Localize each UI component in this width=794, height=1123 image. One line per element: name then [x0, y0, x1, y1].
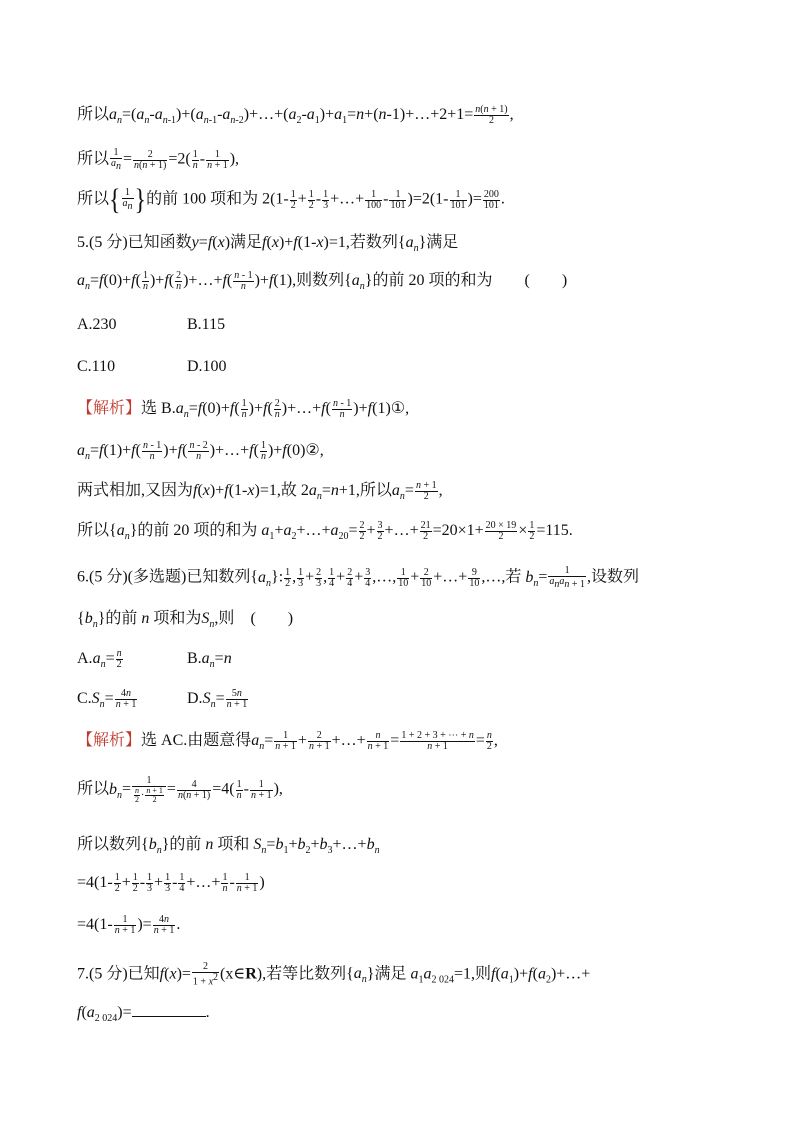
analysis-tag: 【解析】 [77, 732, 142, 749]
fraction: $\frac{2}{n(n + 1)}$ [134, 148, 167, 171]
fraction: $\frac{1}{n}$ [192, 148, 198, 171]
q6-option-a: $A.a_n=$ $\frac{n}{2}$ [77, 647, 122, 671]
q5-option-a: A.230 [77, 316, 117, 333]
fraction: $\frac{n(n + 1)}{2}$ [475, 103, 508, 126]
fraction: $\frac{1}{a_n}$ [122, 187, 133, 212]
p4-line-2: 所以 $\frac{1}{a_n}$ = $\frac{2}{n(n + 1)}$ =2( $\frac{1}{n}$ - $\frac{1}{n + 1}$ ), [77, 147, 240, 172]
answer-blank[interactable] [132, 1002, 206, 1017]
analysis-tag: 【解析】 [77, 400, 142, 417]
q6-stem-line-2: $\{b_n\}$的前 n 项和为$S_n$,则 ( ) [77, 610, 294, 631]
q6-option-c: $C.S_n=$ $\frac{4n}{n + 1}$ [77, 687, 137, 711]
q6-analysis-line-5: =4(1- $\frac{1}{n + 1}$ )= $\frac{4n}{n + 1}$ . [77, 913, 181, 936]
q7-stem-line-1: 7.(5 分)已知f(x)= $\frac{2}{1 + x^2}$ (x∈R),若等比数列$\{a_n\}$满足 $a_1a_{2 024}=1$,则$f(a_1)+f(a_2)+\dots+$ [77, 961, 591, 988]
q7-stem-line-2: $f(a_{2 024})=$ . [77, 1004, 210, 1025]
q6-stem-line-1: 6.(5 分)(多选题)已知数列$\{a_n\}$: $\frac{1}{2}$ , $\frac{1}{3}$ + $\frac{2}{3}$ , $\frac{1}{4}$ + $\frac{2}{4}$ + $\frac{3}{4}$ ,…, $\frac{1}{10}$ + $\frac{2}{10}$ +…+ $\frac{9}{10}$ ,…,若 $b_n=$ $\frac{1}{a_na_{n + 1}}$ ,设数列 [77, 565, 640, 590]
q5-stem-line-2: $a_n=f(0)+f$( $\frac{1}{n}$ )+f( $\frac{2}{n}$ )+…+f( $\frac{n - 1}{n}$ )+f(1),则数列$\{a_n\}$的前 20 项的和为 ( ) [77, 269, 568, 293]
q5-analysis-line-3: 两式相加,又因为f(x)+f(1-x)=1,故 $2a_n=n+1$,所以$a_n=$ $\frac{n + 1}{2}$ , [77, 479, 443, 503]
p4-line-1: 所以$a_n=(a_n-a_{n-1})+(a_{n-1}-a_{n-2})+\dots+(a_2-a_1)+a_1=n+(n-1)+\dots+2+1=$ $\frac{n(n + 1)}{2}$ , [77, 103, 514, 127]
fraction: $\frac{1}{n + 1}$ [207, 148, 228, 171]
q6-analysis-line-3: 所以数列$\{b_n\}$的前 n 项和 $S_n=b_1+b_2+b_3+\dots+b_n$ [77, 836, 380, 857]
q6-analysis-line-1: 【解析】选 AC.由题意得$a_n=$ $\frac{1}{n + 1}$ + $\frac{2}{n + 1}$ +…+ $\frac{n}{n + 1}$ = $\frac{1 + 2 + 3 + \cdots + n}{n + 1}$ = $\frac{n}{2}$ , [77, 729, 498, 753]
q5-analysis-line-1: 【解析】选 $B.a_n=f(0)+f$( $\frac{1}{n}$ )+f( $\frac{2}{n}$ )+…+f( $\frac{n - 1}{n}$ )+f(1)①, [77, 397, 410, 421]
q5-option-d: D.100 [187, 358, 227, 375]
p4-line-3: 所以{ $\frac{1}{a_n}$ }的前 100 项和为 2(1- $\frac{1}{2}$ + $\frac{1}{2}$ - $\frac{1}{3}$ +…+ $\frac{1}{100}$ - $\frac{1}{101}$ )=2(1- $\frac{1}{101}$ )= $\frac{200}{101}$ . [77, 183, 505, 217]
q5-option-b: B.115 [187, 316, 226, 333]
q6-option-d: $D.S_n=$ $\frac{5n}{n + 1}$ [187, 687, 248, 711]
q5-option-c: C.110 [77, 358, 116, 375]
fraction: $\frac{1}{a_n}$ [111, 147, 122, 172]
q6-analysis-line-4: =4(1- $\frac{1}{2}$ + $\frac{1}{2}$ - $\frac{1}{3}$ + $\frac{1}{3}$ - $\frac{1}{4}$ +…+ $\frac{1}{n}$ - $\frac{1}{n + 1}$ ) [77, 871, 265, 894]
q6-analysis-line-2: 所以$b_n=$ 1 $\frac{n}{2}$ · $\frac{n + 1}{2}$ = $\frac{4}{n(n + 1)}$ =4( $\frac{1}{n}$ - $\frac{1}{n + 1}$ ), [77, 775, 283, 804]
q5-analysis-line-4: 所以$\{a_n\}$的前 20 项的和为 $a_1+a_2+\dots+a_{20}=$ $\frac{2}{2}$ + $\frac{3}{2}$ +…+ $\frac{21}{2}$ =20×1+ $\frac{20 \times 19}{2}$ × $\frac{1}{2}$ =115. [77, 519, 573, 543]
q5-stem-line-1: 5.(5 分)已知函数y=f(x)满足f(x)+f(1-x)=1,若数列$\{a_n\}$满足 [77, 234, 459, 255]
q5-analysis-line-2: $a_n=f(1)+f$( $\frac{n - 1}{n}$ )+f( $\frac{n - 2}{n}$ )+…+f( $\frac{1}{n}$ )+f(0)②, [77, 439, 324, 463]
q6-option-b: $B.a_n=n$ [187, 650, 232, 671]
